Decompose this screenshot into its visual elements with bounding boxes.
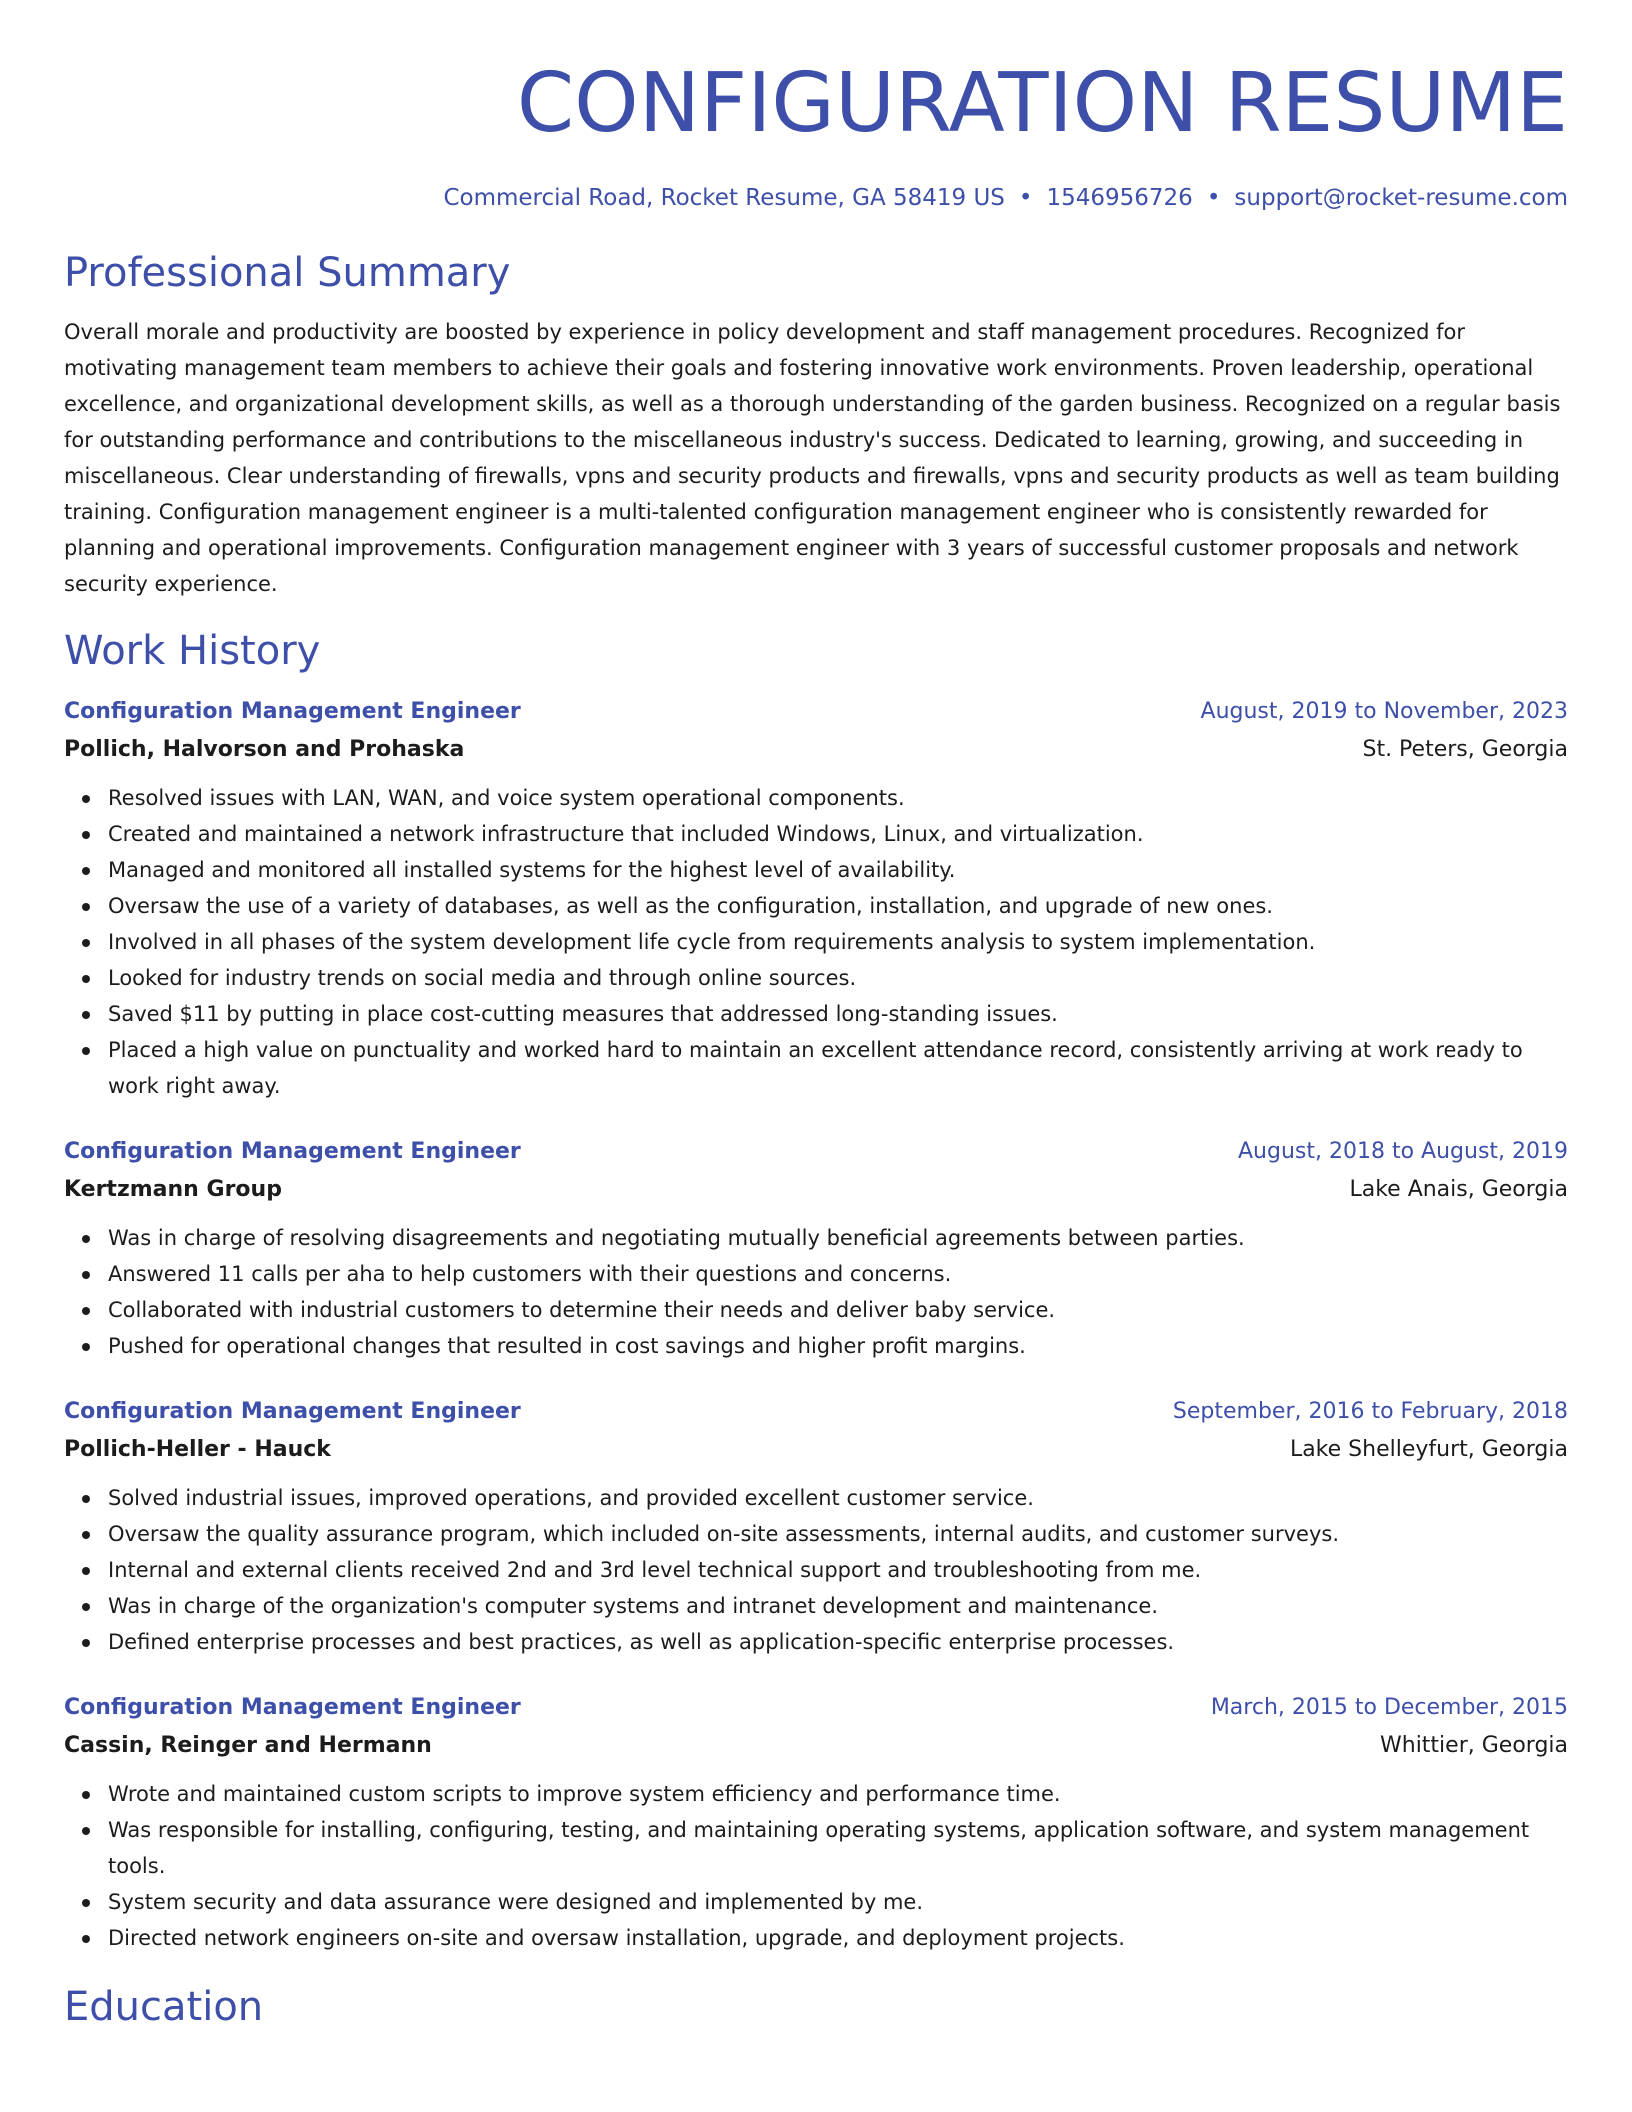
resume-header (64, 0, 1568, 214)
job-title-row (64, 1136, 1568, 1168)
job-bullet: Oversaw the quality assurance program, which included on-site assessments, internal audits, and customer surveys. (108, 1516, 1568, 1552)
job-company-row (64, 1724, 1568, 1762)
work-history-heading: Work History (64, 628, 321, 674)
job-company: Pollich, Halvorson and Prohaska (64, 737, 465, 762)
job-bullet-list (64, 1220, 1568, 1364)
job-entry (64, 1396, 1568, 1660)
job-bullet: Managed and monitored all installed systems for the highest level of availability. (108, 852, 1568, 888)
job-bullet: System security and data assurance were designed and implemented by me. (108, 1884, 1568, 1920)
work-history-list (64, 696, 1568, 1956)
job-bullet: Created and maintained a network infrastructure that included Windows, Linux, and virtualization. (108, 816, 1568, 852)
job-title-row (64, 696, 1568, 728)
job-entry (64, 1692, 1568, 1956)
contact-phone: 1546956726 (1046, 185, 1193, 211)
job-bullet: Placed a high value on punctuality and worked hard to maintain an excellent attendance record, consistently arriving at work ready to work right away. (108, 1032, 1568, 1104)
job-location: Lake Anais, Georgia (1349, 1177, 1568, 1202)
job-location: St. Peters, Georgia (1362, 737, 1568, 762)
resume-name: CONFIGURATION RESUME (516, 56, 1568, 151)
job-company-row (64, 728, 1568, 766)
job-bullet: Looked for industry trends on social media and through online sources. (108, 960, 1568, 996)
job-bullet-list (64, 780, 1568, 1104)
job-entry (64, 696, 1568, 1104)
job-bullet: Saved $11 by putting in place cost-cutting measures that addressed long-standing issues. (108, 996, 1568, 1032)
job-company: Kertzmann Group (64, 1177, 282, 1202)
contact-separator: • (1018, 185, 1033, 211)
job-bullet-list (64, 1776, 1568, 1956)
job-bullet: Answered 11 calls per aha to help customers with their questions and concerns. (108, 1256, 1568, 1292)
job-location: Lake Shelleyfurt, Georgia (1289, 1437, 1568, 1462)
contact-separator: • (1206, 185, 1221, 211)
job-bullet: Was responsible for installing, configuring, testing, and maintaining operating systems, application software, and system management tools. (108, 1812, 1568, 1884)
summary-text: Overall morale and productivity are boosted by experience in policy development and staff management procedures. Recognized for motivating management team members to achieve their goals and fostering innovative work environments. Proven leadership, operational excellence, and organizational development skills, as well as a thorough understanding of the garden business. Recognized on a regular basis for outstanding performance and contributions to the miscellaneous industry's success. Dedicated to learning, growing, and succeeding in miscellaneous. Clear understanding of firewalls, vpns and security products and firewalls, vpns and security products as well as team building training. Configuration management engineer is a multi-talented configuration management engineer who is consistently rewarded for planning and operational improvements. Configuration management engineer with 3 years of successful customer proposals and network security experience. (64, 320, 1561, 596)
job-title-row (64, 1692, 1568, 1724)
job-bullet-list (64, 1480, 1568, 1660)
job-entry (64, 1136, 1568, 1364)
education-heading: Education (64, 1984, 264, 2030)
job-bullet: Solved industrial issues, improved operations, and provided excellent customer service. (108, 1480, 1568, 1516)
contact-line (64, 182, 1568, 214)
job-title-row (64, 1396, 1568, 1428)
job-bullet: Directed network engineers on-site and oversaw installation, upgrade, and deployment projects. (108, 1920, 1568, 1956)
job-bullet: Involved in all phases of the system development life cycle from requirements analysis to system implementation. (108, 924, 1568, 960)
job-company-row (64, 1168, 1568, 1206)
job-title: Configuration Management Engineer (64, 1399, 521, 1424)
job-bullet: Internal and external clients received 2nd and 3rd level technical support and troubleshooting from me. (108, 1552, 1568, 1588)
job-title: Configuration Management Engineer (64, 1139, 521, 1164)
contact-address: Commercial Road, Rocket Resume, GA 58419 US (443, 185, 1005, 211)
job-bullet: Pushed for operational changes that resulted in cost savings and higher profit margins. (108, 1328, 1568, 1364)
job-dates: August, 2019 to November, 2023 (1200, 699, 1568, 724)
job-company: Pollich-Heller - Hauck (64, 1437, 331, 1462)
contact-email: support@rocket-resume.com (1234, 185, 1568, 211)
summary-heading: Professional Summary (64, 250, 511, 296)
job-dates: September, 2016 to February, 2018 (1172, 1399, 1568, 1424)
job-location: Whittier, Georgia (1380, 1733, 1568, 1758)
job-company-row (64, 1428, 1568, 1466)
job-bullet: Was in charge of the organization's computer systems and intranet development and maintenance. (108, 1588, 1568, 1624)
job-bullet: Oversaw the use of a variety of databases, as well as the configuration, installation, and upgrade of new ones. (108, 888, 1568, 924)
job-bullet: Wrote and maintained custom scripts to improve system efficiency and performance time. (108, 1776, 1568, 1812)
job-title: Configuration Management Engineer (64, 699, 521, 724)
job-bullet: Was in charge of resolving disagreements and negotiating mutually beneficial agreements between parties. (108, 1220, 1568, 1256)
job-bullet: Defined enterprise processes and best practices, as well as application-specific enterprise processes. (108, 1624, 1568, 1660)
job-title: Configuration Management Engineer (64, 1695, 521, 1720)
job-dates: August, 2018 to August, 2019 (1238, 1139, 1568, 1164)
job-company: Cassin, Reinger and Hermann (64, 1733, 432, 1758)
job-bullet: Collaborated with industrial customers to determine their needs and deliver baby service. (108, 1292, 1568, 1328)
job-dates: March, 2015 to December, 2015 (1210, 1695, 1568, 1720)
resume-page (64, 0, 1568, 2032)
job-bullet: Resolved issues with LAN, WAN, and voice system operational components. (108, 780, 1568, 816)
